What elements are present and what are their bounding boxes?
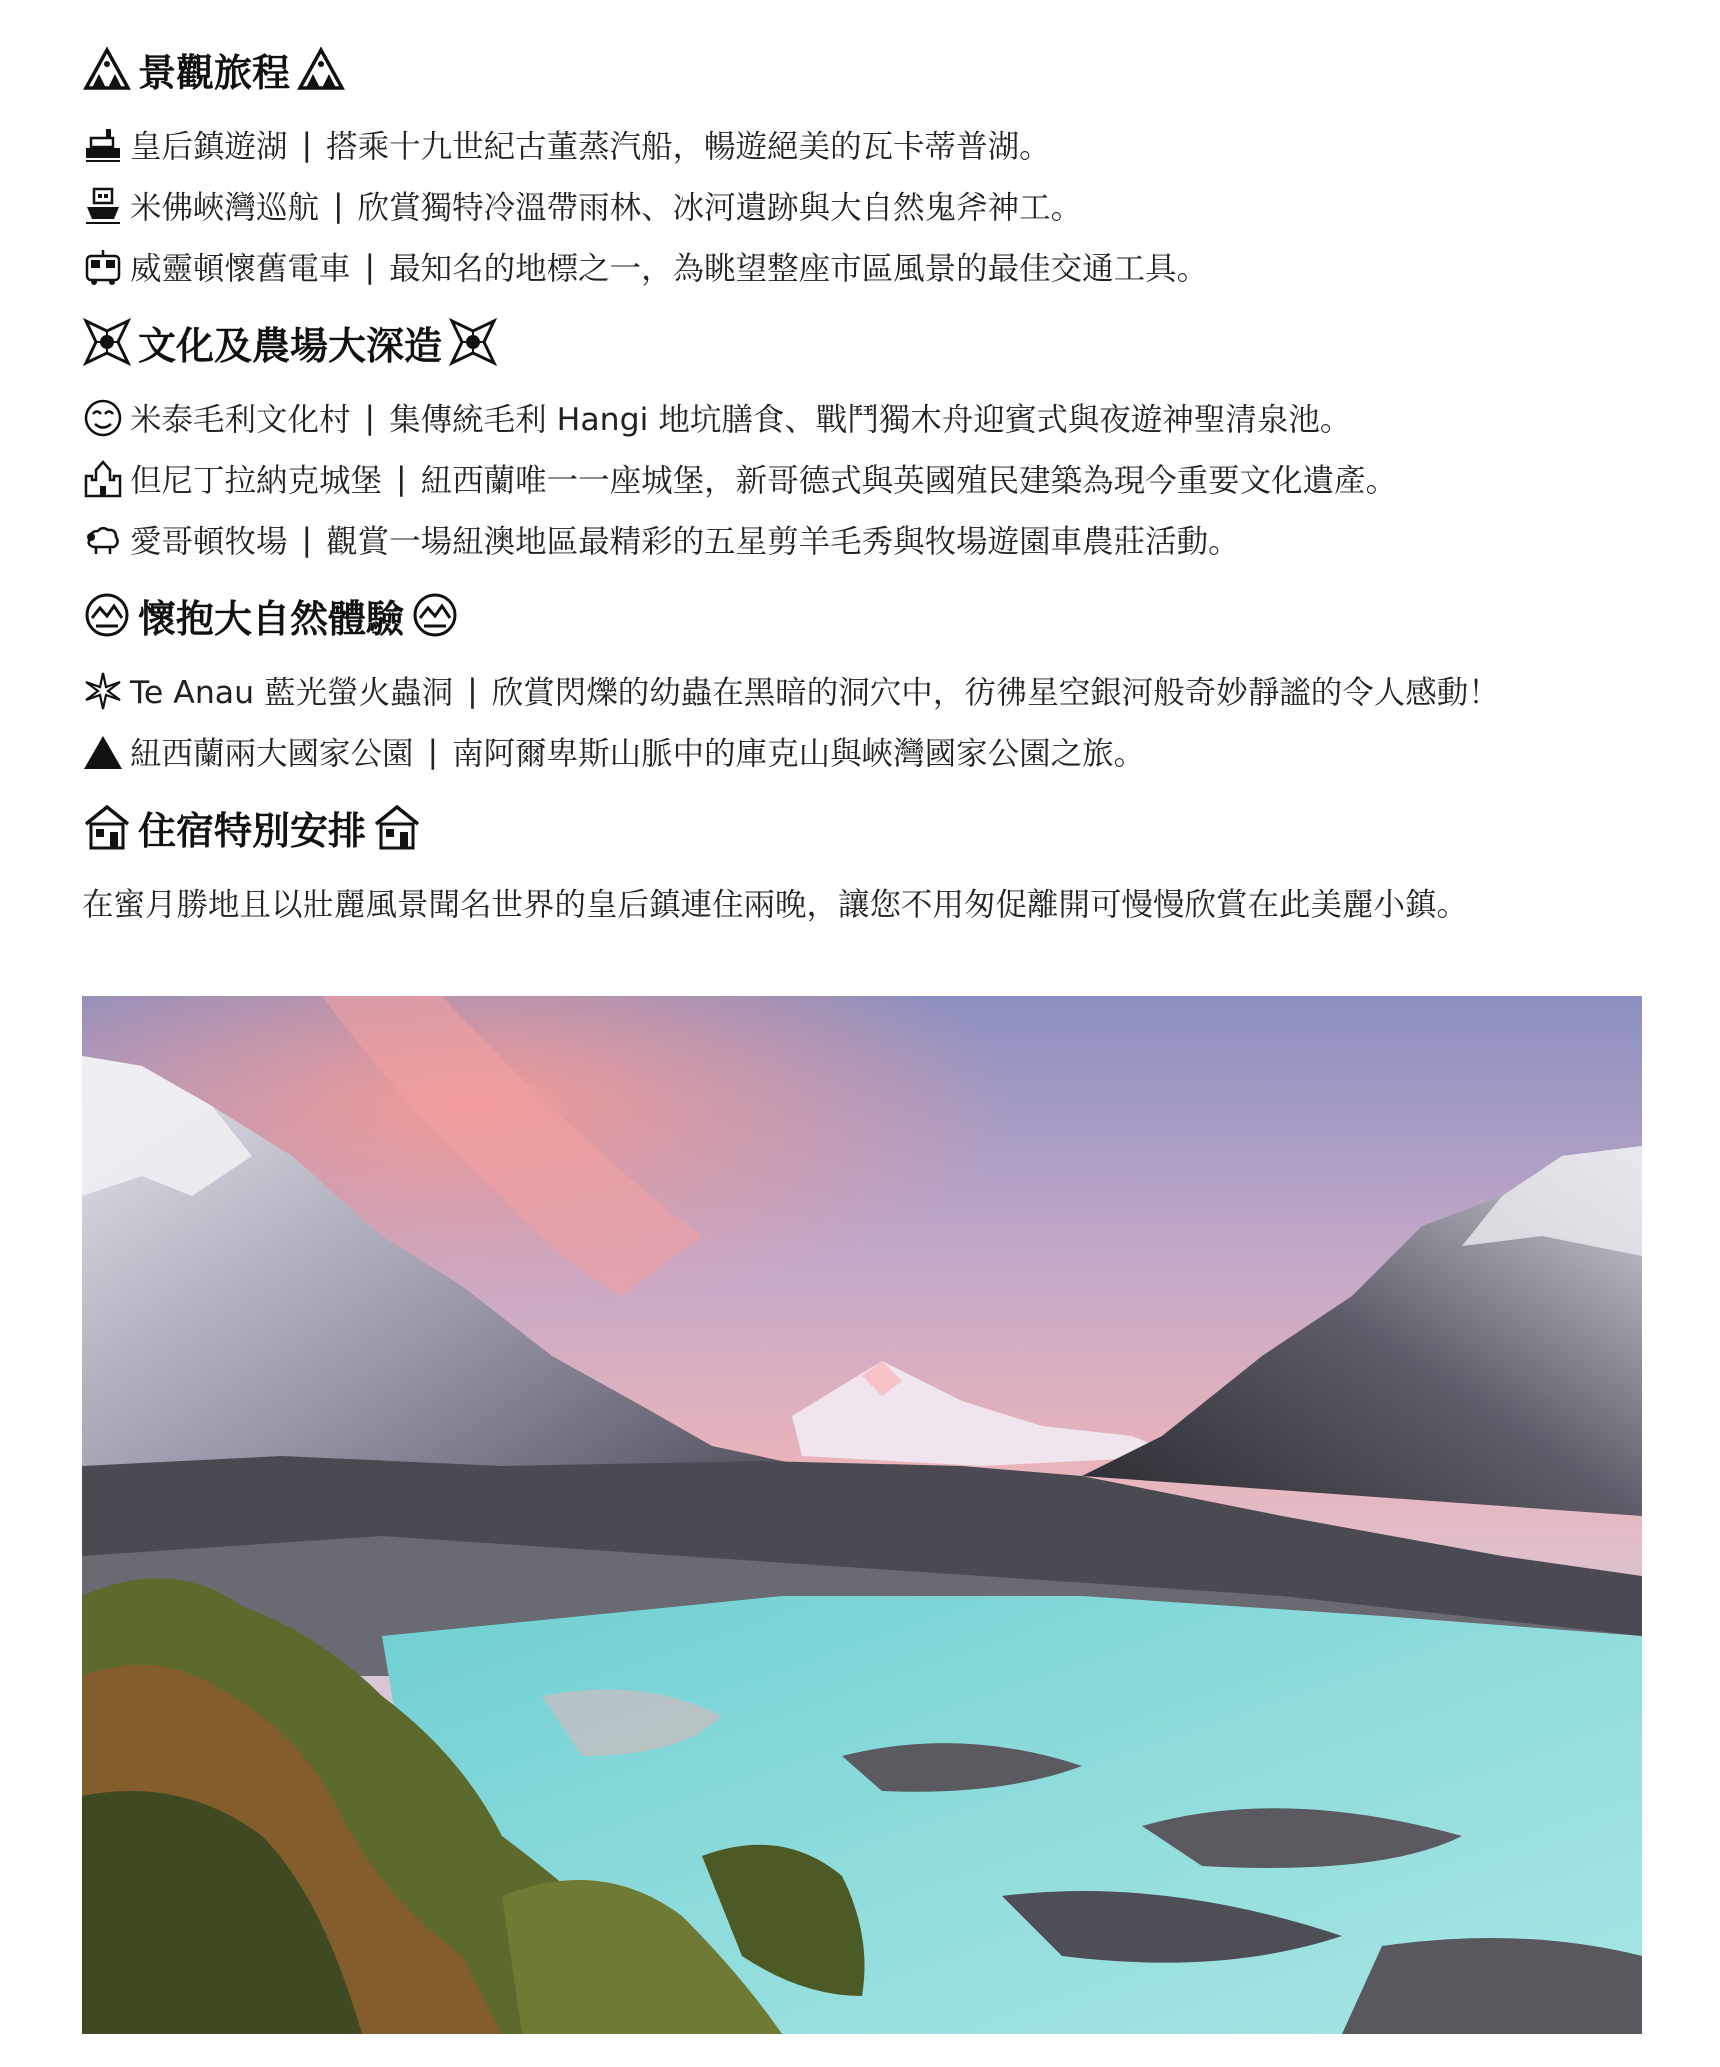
item-description: 最知名的地標之一，為眺望整座市區風景的最佳交通工具。	[389, 251, 1209, 287]
section-title: 景觀旅程	[138, 50, 291, 95]
item-name: 紐西蘭兩大國家公園	[130, 736, 414, 772]
list-item	[82, 175, 1642, 236]
steamship-icon	[82, 124, 124, 166]
cruise-ship-icon	[82, 185, 124, 227]
item-description: 紐西蘭唯一一座城堡，新哥德式與英國殖民建築為現今重要文化遺產。	[420, 463, 1398, 499]
separator: |	[467, 672, 478, 709]
list-item	[82, 660, 1642, 721]
item-name: 米泰毛利文化村	[130, 402, 351, 438]
separator: |	[333, 187, 344, 224]
nature-globe-icon	[82, 590, 132, 640]
item-description: 搭乘十九世紀古董蒸汽船，暢遊絕美的瓦卡蒂普湖。	[326, 129, 1051, 165]
sheep-icon	[82, 519, 124, 561]
item-name: 愛哥頓牧場	[130, 524, 288, 560]
landscape-photo	[82, 996, 1642, 2034]
maori-pattern-icon	[82, 317, 132, 367]
separator: |	[364, 399, 376, 436]
item-description: 集傳統毛利 Hangi 地坑膳食、戰鬥獨木舟迎賓式與夜遊神聖清泉池。	[389, 402, 1352, 438]
item-name: 皇后鎮遊湖	[130, 129, 288, 165]
maori-face-icon	[82, 397, 124, 439]
separator: |	[301, 521, 313, 558]
mountain-icon	[82, 731, 124, 773]
mountain-trees-icon	[82, 44, 132, 94]
separator: |	[364, 248, 376, 285]
item-description: 南阿爾卑斯山脈中的庫克山與峽灣國家公園之旅。	[452, 736, 1146, 772]
cable-car-icon	[82, 246, 124, 288]
section-heading-accommodation	[82, 794, 1642, 860]
house-icon	[372, 802, 422, 852]
house-icon	[82, 802, 132, 852]
castle-icon	[82, 458, 124, 500]
list-item	[82, 114, 1642, 175]
item-description: 欣賞獨特冷溫帶雨林、冰河遺跡與大自然鬼斧神工。	[357, 190, 1083, 226]
item-name: 威靈頓懷舊電車	[130, 251, 351, 287]
maori-pattern-icon	[448, 317, 498, 367]
separator: |	[301, 126, 313, 163]
list-item	[82, 236, 1642, 297]
section-title: 住宿特別安排	[138, 808, 367, 853]
item-name: Te Anau 藍光螢火蟲洞	[130, 675, 454, 711]
list-item	[82, 509, 1642, 570]
list-item	[82, 721, 1642, 782]
section-heading-culture	[82, 309, 1642, 375]
item-name: 米佛峽灣巡航	[130, 190, 320, 226]
section-title: 文化及農場大深造	[138, 323, 443, 368]
separator: |	[427, 733, 439, 770]
itinerary-content	[82, 36, 1642, 933]
section-heading-scenic	[82, 36, 1642, 102]
item-description: 欣賞閃爍的幼蟲在黑暗的洞穴中，彷彿星空銀河般奇妙靜謐的令人感動！	[491, 675, 1500, 711]
section-title: 懷抱大自然體驗	[138, 596, 405, 641]
nature-globe-icon	[410, 590, 460, 640]
list-item	[82, 448, 1642, 509]
item-description: 觀賞一場紐澳地區最精彩的五星剪羊毛秀與牧場遊園車農莊活動。	[326, 524, 1240, 560]
mountain-trees-icon	[296, 44, 346, 94]
section-heading-nature	[82, 582, 1642, 648]
item-name: 但尼丁拉納克城堡	[130, 463, 383, 499]
separator: |	[396, 460, 407, 497]
list-item	[82, 387, 1642, 448]
glowworm-sparkle-icon	[82, 670, 124, 712]
accommodation-paragraph: 在蜜月勝地且以壯麗風景聞名世界的皇后鎮連住兩晚，讓您不用匆促離開可慢慢欣賞在此美麗小鎮。	[82, 887, 1469, 923]
